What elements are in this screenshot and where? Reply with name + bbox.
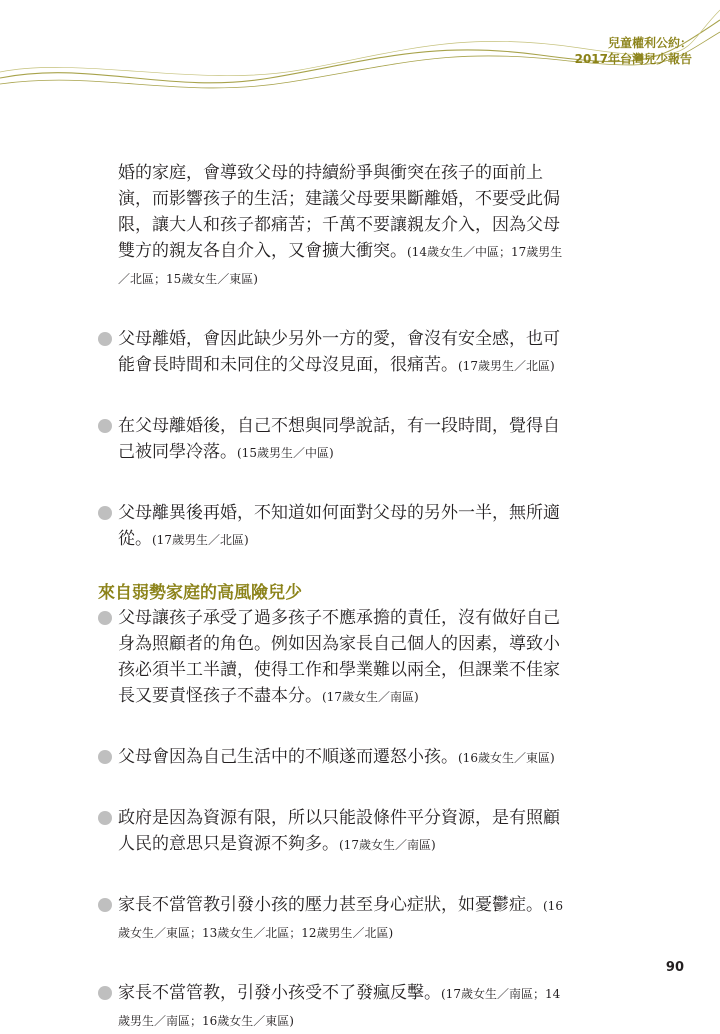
list-item: [98, 805, 568, 858]
list-item: [98, 980, 568, 1034]
bullet-icon: [98, 332, 112, 346]
list-item-text: 家長不當管教，引發小孩受不了發瘋反擊。: [118, 983, 441, 1003]
list-item-cite: (16歲女生／東區): [458, 751, 555, 765]
list-item-cite: (15歲男生／中區): [237, 446, 334, 460]
list-item-text: 父母讓孩子承受了過多孩子不應承擔的責任，沒有做好自己身為照顧者的角色。例如因為家長自己個人的因素，導致小孩必須半工半讀，使得工作和學業難以兩全，但課業不佳家長又要責怪孩子不盡本分。: [118, 608, 560, 706]
list-item-cite: (17歲男生／北區): [458, 359, 555, 373]
bullet-icon: [98, 898, 112, 912]
list-item: [98, 892, 568, 946]
list-item: [98, 744, 568, 771]
intro-cite: (14歲女生／中區；17歲男生／北區；15歲女生／東區): [118, 245, 563, 286]
list-item-cite: (17歲女生／南區): [339, 838, 436, 852]
list-item-cite: (17歲女生／南區；14歲男生／南區；16歲女生／東區): [118, 987, 561, 1028]
list-item-text: 父母會因為自己生活中的不順遂而遷怒小孩。: [118, 747, 458, 767]
list-item-text: 父母離婚，會因此缺少另外一方的愛，會沒有安全感，也可能會長時間和未同住的父母沒見面，很痛苦。: [118, 329, 560, 375]
bullet-icon: [98, 986, 112, 1000]
header-title: [575, 35, 692, 67]
bullet-icon: [98, 811, 112, 825]
bullet-icon: [98, 611, 112, 625]
list-item: [98, 326, 568, 379]
bullet-icon: [98, 506, 112, 520]
list-item: [98, 605, 568, 710]
main-content: [98, 160, 568, 1034]
header-title-line1: 兒童權利公約：: [607, 36, 692, 50]
section-title: 來自弱勢家庭的高風險兒少: [98, 583, 302, 603]
list-item-text: 政府是因為資源有限，所以只能設條件平分資源，是有照顧人民的意思只是資源不夠多。: [118, 808, 560, 854]
bullet-icon: [98, 750, 112, 764]
page-number: 90: [665, 960, 684, 975]
intro-text: 婚的家庭，會導致父母的持續紛爭與衝突在孩子的面前上演，而影響孩子的生活；建議父母要果斷離婚，不要受此侷限，讓大人和孩子都痛苦；千萬不要讓親友介入，因為父母雙方的親友各自介入，又會擴大衝突。: [118, 163, 560, 261]
list-item-cite: (17歲男生／北區): [152, 533, 249, 547]
list-item-text: 在父母離婚後，自己不想與同學說話，有一段時間，覺得自己被同學冷落。: [118, 416, 560, 462]
list-item: [98, 413, 568, 466]
intro-paragraph: [118, 160, 568, 292]
bullet-icon: [98, 419, 112, 433]
list-item-text: 家長不當管教引發小孩的壓力甚至身心症狀，如憂鬱症。: [118, 895, 543, 915]
list-item-cite: (17歲女生／南區): [322, 690, 419, 704]
list-item-text: 父母離異後再婚，不知道如何面對父母的另外一半，無所適從。: [118, 503, 560, 549]
header-title-line2: 2017年台灣兒少報告: [574, 52, 692, 66]
list-item: [98, 500, 568, 553]
list-item-cite: (16歲女生／東區；13歲女生／北區；12歲男生／北區): [118, 899, 563, 940]
